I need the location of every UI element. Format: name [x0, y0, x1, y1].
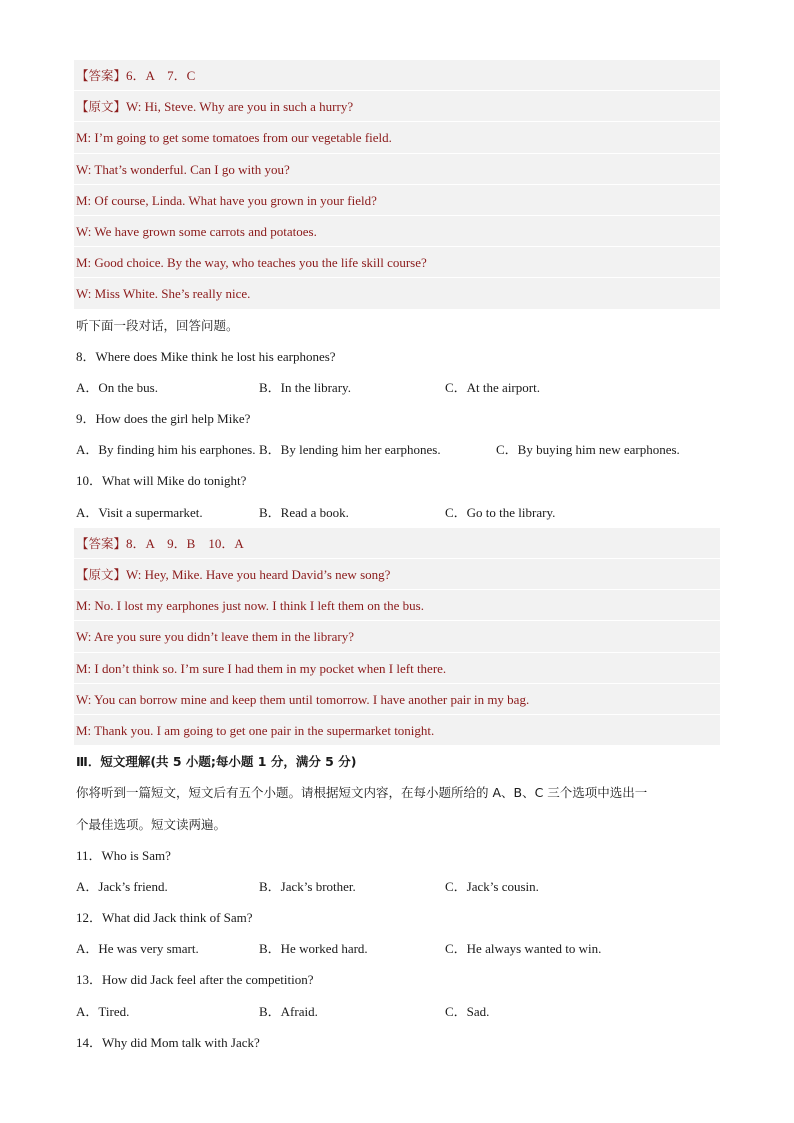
- question-10: 10．What will Mike do tonight?: [76, 473, 247, 489]
- answer-tag: 【答案】: [76, 68, 127, 83]
- answer-line: [74, 60, 720, 91]
- option-a[interactable]: A．He was very smart.: [76, 941, 199, 957]
- question-8: 8．Where does Mike think he lost his earphones?: [76, 348, 336, 364]
- document-page: [74, 60, 720, 1058]
- option-c[interactable]: C．Jack’s cousin.: [445, 878, 539, 894]
- option-b[interactable]: B．Afraid.: [259, 1003, 318, 1019]
- transcript-line: 【原文】W: Hey, Mike. Have you heard David’s new song?: [74, 559, 720, 590]
- options-8: [74, 372, 720, 403]
- transcript-line: W: Miss White. She’s really nice.: [74, 278, 720, 309]
- transcript-line: M: Thank you. I am going to get one pair in the supermarket tonight.: [74, 715, 720, 746]
- option-a[interactable]: A．Visit a supermarket.: [76, 504, 203, 520]
- section-instruction: 听下面一段对话，回答问题。: [76, 317, 239, 333]
- option-b[interactable]: B．Read a book.: [259, 504, 349, 520]
- question-14: 14．Why did Mom talk with Jack?: [76, 1034, 260, 1050]
- option-a[interactable]: A．On the bus.: [76, 379, 158, 395]
- transcript-line: M: I don’t think so. I’m sure I had them in my pocket when I left there.: [74, 653, 720, 684]
- option-a[interactable]: A．Jack’s friend.: [76, 878, 168, 894]
- transcript-line: M: No. I lost my earphones just now. I think I left them on the bus.: [74, 590, 720, 621]
- question-13: 13．How did Jack feel after the competition?: [76, 972, 314, 988]
- answer-line: [74, 528, 720, 559]
- option-c[interactable]: C．By buying him new earphones.: [496, 442, 680, 458]
- options-10: [74, 497, 720, 528]
- transcript-line: M: I’m going to get some tomatoes from our vegetable field.: [74, 122, 720, 153]
- option-c[interactable]: C．At the airport.: [445, 379, 540, 395]
- transcript-line: 【原文】W: Hi, Steve. Why are you in such a hurry?: [74, 91, 720, 122]
- options-13: [74, 996, 720, 1027]
- question-11: 11．Who is Sam?: [76, 847, 171, 863]
- answer-tag: 【答案】: [76, 535, 127, 551]
- options-12: [74, 933, 720, 964]
- transcript-tag: 【原文】: [76, 99, 127, 115]
- options-11: [74, 871, 720, 902]
- option-b[interactable]: B．Jack’s brother.: [259, 878, 356, 894]
- answer-text: 8．A 9．B 10．A: [126, 535, 244, 551]
- transcript-line: M: Of course, Linda. What have you grown in your field?: [74, 185, 720, 216]
- option-c[interactable]: C．Go to the library.: [445, 504, 556, 520]
- option-a[interactable]: A．Tired.: [76, 1003, 130, 1019]
- option-b[interactable]: B．By lending him her earphones.: [259, 442, 441, 458]
- option-a[interactable]: A．By finding him his earphones.: [76, 442, 256, 458]
- section-heading: Ⅲ．短文理解(共 5 小题;每小题 1 分，满分 5 分): [76, 754, 357, 770]
- transcript-line: W: Are you sure you didn’t leave them in the library?: [74, 621, 720, 652]
- transcript-line: W: We have grown some carrots and potatoes.: [74, 216, 720, 247]
- section-instruction: 个最佳选项。短文读两遍。: [76, 816, 227, 832]
- option-c[interactable]: C．He always wanted to win.: [445, 941, 602, 957]
- answer-text: 6．A 7．C: [126, 68, 196, 83]
- transcript-line: M: Good choice. By the way, who teaches you the life skill course?: [74, 247, 720, 278]
- transcript-tag: 【原文】: [76, 567, 127, 582]
- option-c[interactable]: C．Sad.: [445, 1003, 490, 1019]
- option-b[interactable]: B．In the library.: [259, 379, 351, 395]
- transcript-line: W: You can borrow mine and keep them until tomorrow. I have another pair in my bag.: [74, 684, 720, 715]
- transcript-line: W: That’s wonderful. Can I go with you?: [74, 154, 720, 185]
- question-9: 9．How does the girl help Mike?: [76, 411, 251, 427]
- question-12: 12．What did Jack think of Sam?: [76, 910, 253, 926]
- section-instruction: 你将听到一篇短文，短文后有五个小题。请根据短文内容，在每小题所给的 A、B、C 三个选项中选出一: [76, 785, 648, 801]
- option-b[interactable]: B．He worked hard.: [259, 941, 368, 957]
- options-9: [74, 434, 720, 465]
